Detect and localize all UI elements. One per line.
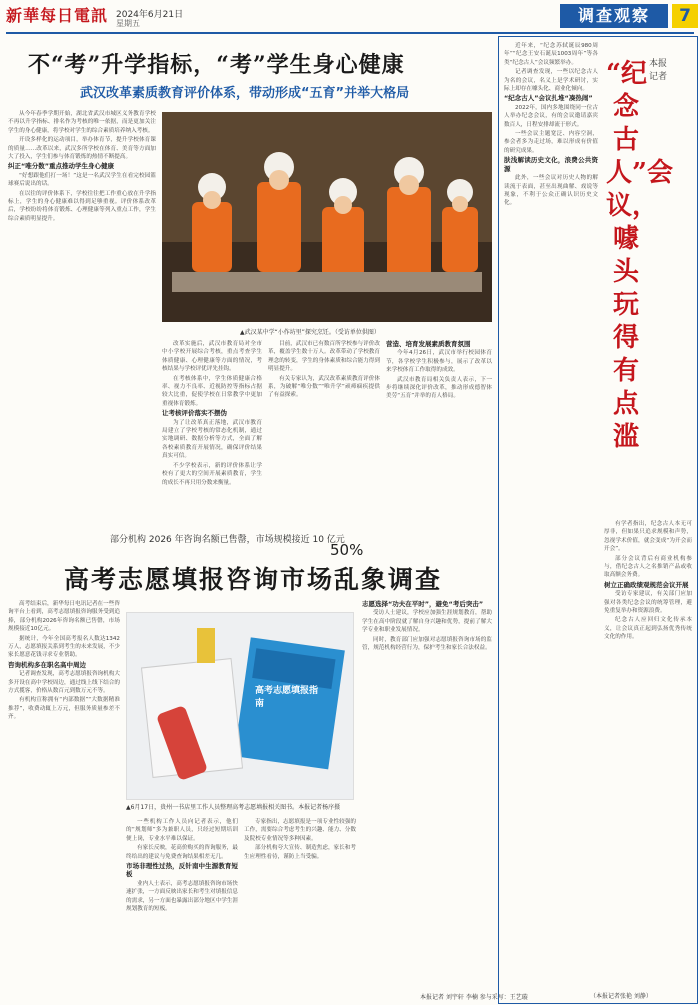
paragraph: 有关专家认为，武汉改革素质教育评价体系，为破解“唯分数”“唯升学”顽瘴痼疾提供了有益探索。 — [268, 375, 380, 399]
section-heading: 市场非理性过热，反针南中生源教育短板 — [126, 862, 238, 879]
paragraph: 部分机构夸大宣传、制造焦虑，家长和考生应理性看待，谨防上当受骗。 — [244, 845, 356, 860]
masthead-rule — [6, 32, 694, 34]
paragraph: 据统计，今年全国高考报名人数达1342万人，志愿填报关系到考生的未来发展，不少家长愿意花钱寻求专业帮助。 — [8, 635, 120, 659]
newspaper-logo: 新華每日電訊 — [6, 6, 109, 25]
paragraph: “好想跟他们打一场！”这是一名武汉学生在看完校园篮球赛后说出的话。 — [8, 172, 156, 188]
paragraph: 专家指出，志愿填报是一项专业性较强的工作，需要综合考虑考生的兴趣、能力、分数及院校专业情况等多种因素。 — [244, 819, 356, 842]
page-number: 7 — [672, 4, 698, 28]
paragraph: 不少学校表示，新的评价体系让学校有了更大的空间开展素质教育，学生的成长不再只用分数来衡量。 — [162, 462, 262, 486]
issue-date: 2024年6月21日 — [116, 10, 184, 20]
paragraph: 今年4月26日，武汉市举行校园体育节，各学校学生积极参与，展示了改革以来学校体育工作取得的成效。 — [386, 350, 492, 374]
paragraph: 一些机构工作人员向记者表示，他们的“规划师”多为兼职人员，只经过短期培训便上岗，专业水平难以保证。 — [126, 819, 238, 842]
paragraph: 此外，一些会议对历史人物的解读流于表面，甚至出现曲解、戏说等现象，不利于公众正确认识历史文化。 — [504, 175, 598, 207]
article3-kicker: 本报记者 — [649, 59, 668, 82]
article1-subtitle: 武汉改革素质教育评价体系，带动形成“五育”并举大格局 — [80, 86, 410, 101]
section-heading: 纠正“唯分数”重点推动学生身心健康 — [8, 162, 115, 171]
paragraph: 目前，武汉市已有数百所学校参与评价改革，覆盖学生数十万人。改革带动了学校教育理念的转变，学生的身体素质和综合能力得到明显提升。 — [268, 341, 380, 373]
paragraph: 记者调查发现，高考志愿填报咨询机构大多开设在高中学校周边，通过线上线下结合的方式揽客，价格从数百元到数万元不等。 — [8, 671, 120, 695]
article2-banner-percent: 50% — [330, 541, 364, 559]
paragraph: 有学者指出，纪念古人本无可厚非，但如果只追求规模和声势，忽视学术价值，就会变成“为开会而开会”。 — [604, 521, 692, 553]
article2-title: 高考志愿填报咨询市场乱象调查 — [64, 565, 443, 594]
paragraph: 在考核体系中，学生体质健康合格率、视力不良率、近视防控等指标占据较大比重，促使学校在日常教学中更加重视体育锻炼。 — [162, 375, 262, 407]
article3-signoff: （本报记者张艳 刘静） — [590, 993, 652, 1000]
section-heading: 营造、培育发展素质教育氛围 — [386, 340, 471, 348]
article1-title: 不“考”升学指标，“考”学生身心健康 — [28, 52, 405, 78]
article2-column-2 — [126, 818, 238, 992]
article1-column-3 — [268, 340, 380, 522]
article1-column-4 — [386, 340, 492, 522]
paragraph: 从今年春季学期开始，湖北省武汉市城区义务教育学校不再以升学指标、排名作为考核的唯一依据，而是更加关注学生的身心健康，将学校对学生的综合素质培养纳入考核。 — [8, 111, 156, 134]
guidebook-title: 高考志愿填报指南 — [255, 686, 319, 709]
article2-column-1 — [8, 600, 120, 992]
paragraph: 同时，教育部门应加强对志愿填报咨询市场的监管，规范机构经营行为，保护考生和家长合法权益。 — [362, 636, 492, 652]
paragraph: 高考结束后，新华每日电讯记者在一些咨询平台上看到，高考志愿填报咨询服务受到追捧，部分机构2026年咨询名额已售罄，市场规模接近10亿元。 — [8, 601, 120, 633]
paragraph: 在以往的评价体系下，学校往往把工作重心放在升学指标上，学生的身心健康难以得到足够重视。评价体系改革后，学校纷纷将体育锻炼、心理健康等列入重点工作，学生综合素质明显提升。 — [8, 190, 156, 222]
paragraph: 受访人士建议，学校应加强生涯规划教育，帮助学生在高中阶段就了解自身兴趣和优势，提前了解大学专业和职业发展情况。 — [362, 610, 492, 634]
article1-column-2 — [162, 340, 262, 522]
section-heading: “纪念古人”会议扎堆“凑热闹” — [504, 94, 593, 103]
section-heading: 让考核评价落实不摆伪 — [162, 409, 227, 418]
article3-column-1 — [504, 42, 598, 990]
paragraph: 部分会议背后有商业机构参与，借纪念古人之名推销产品或收取高额会务费。 — [604, 555, 692, 579]
paragraph: 受访专家建议，有关部门应加强对各类纪念会议的统筹管理，避免重复举办和资源浪费。 — [604, 591, 692, 615]
section-heading: 树立正确政绩观规范会议开展 — [604, 580, 689, 589]
paragraph: 一些会议主题宽泛、内容空洞，参会者多为走过场，难以形成有价值的研究成果。 — [504, 131, 598, 154]
article1-photo-caption: ▲武汉某中学“小作坊里”探究烹饪。（受访单位供图） — [240, 329, 380, 336]
article2-photo-caption: ▲6月17日，贵州一书店里工作人员整理高考志愿填报相关图书。本报记者杨序摄 — [126, 804, 341, 811]
article2-byline: 本报记者 刘宇轩 李楠 参与采写：王艺璇 — [420, 994, 528, 1001]
paragraph: 业内人士表示，高考志愿填报咨询市场快速扩张，一方面反映出家长和考生对填报信息的需求，另一方面也暴露出部分地区中学生涯规划教育的短板。 — [126, 880, 238, 913]
paragraph: 改革实施后，武汉市教育局对全市中小学校开展综合考核，重点考查学生体质健康、心理健康等方面的情况，考核结果与学校评优评先挂钩。 — [162, 341, 262, 373]
article3-column-2 — [604, 520, 692, 985]
section-heading: 咨询机构多在职名高中周边 — [8, 660, 86, 669]
paragraph: 为了让改革真正落地，武汉市教育局建立了学校考核的常态化机制，通过实地调研、数据分析等方式，全面了解各校素质教育开展情况，确保评价结果真实可信。 — [162, 419, 262, 460]
section-title: 调查观察 — [560, 4, 668, 28]
paragraph: 纪念古人应回归文化传承本义，让会议真正起到弘扬优秀传统文化的作用。 — [604, 617, 692, 641]
guidebook-photo — [126, 612, 354, 800]
article3-title: “纪念古人”会议，噱头玩得有点滥 — [606, 59, 673, 452]
paragraph: 有家长反映，花高价购买的咨询服务，最终给出的建议与免费查询结果相差无几。 — [126, 845, 238, 860]
students-cooking-illustration — [162, 112, 492, 322]
section-heading: 志愿选择“功夫在平时”，避免“考后突击” — [362, 600, 484, 608]
paragraph: 2022年，国内多地围绕同一位古人举办纪念会议，有的会议邀请嘉宾数百人，日程安排却流于形式。 — [504, 104, 598, 128]
issue-weekday: 星期五 — [116, 19, 140, 28]
article1-column-1 — [8, 110, 156, 522]
section-heading: 肤浅解读历史文化，浪费公共资源 — [504, 156, 598, 173]
paragraph: 开设多样化的运动项目，举办体育节，提升学校体育课的质量……改革以来，武汉多所学校在体育、美育等方面加大了投入，学生们参与体育锻炼的热情不断提高。 — [8, 137, 156, 161]
article2-banner: 部分机构 2026 年咨询名额已售罄，市场规模接近 10 亿元 — [110, 535, 345, 545]
article2-column-4 — [362, 600, 492, 988]
masthead — [0, 0, 700, 32]
cooking-class-photo — [162, 112, 492, 322]
paragraph: 近年来，“纪念苏轼诞辰980周年”“纪念王安石诞辰1003周年”等各类“纪念古人”会议频繁举办。 — [504, 43, 598, 66]
paragraph: 记者调查发现，一些以纪念古人为名的会议，名义上是学术研讨，实际上却存在噱头化、商业化倾向。 — [504, 69, 598, 93]
paragraph: 武汉市教育局相关负责人表示，下一步将继续深化评价改革，推动形成德智体美劳“五育”并举的育人格局。 — [386, 376, 492, 400]
article2-column-3 — [244, 818, 356, 992]
paragraph: 有机构宣称拥有“内部数据”“大数据精准推荐”，收费动辄上万元，但服务质量参差不齐。 — [8, 697, 120, 721]
